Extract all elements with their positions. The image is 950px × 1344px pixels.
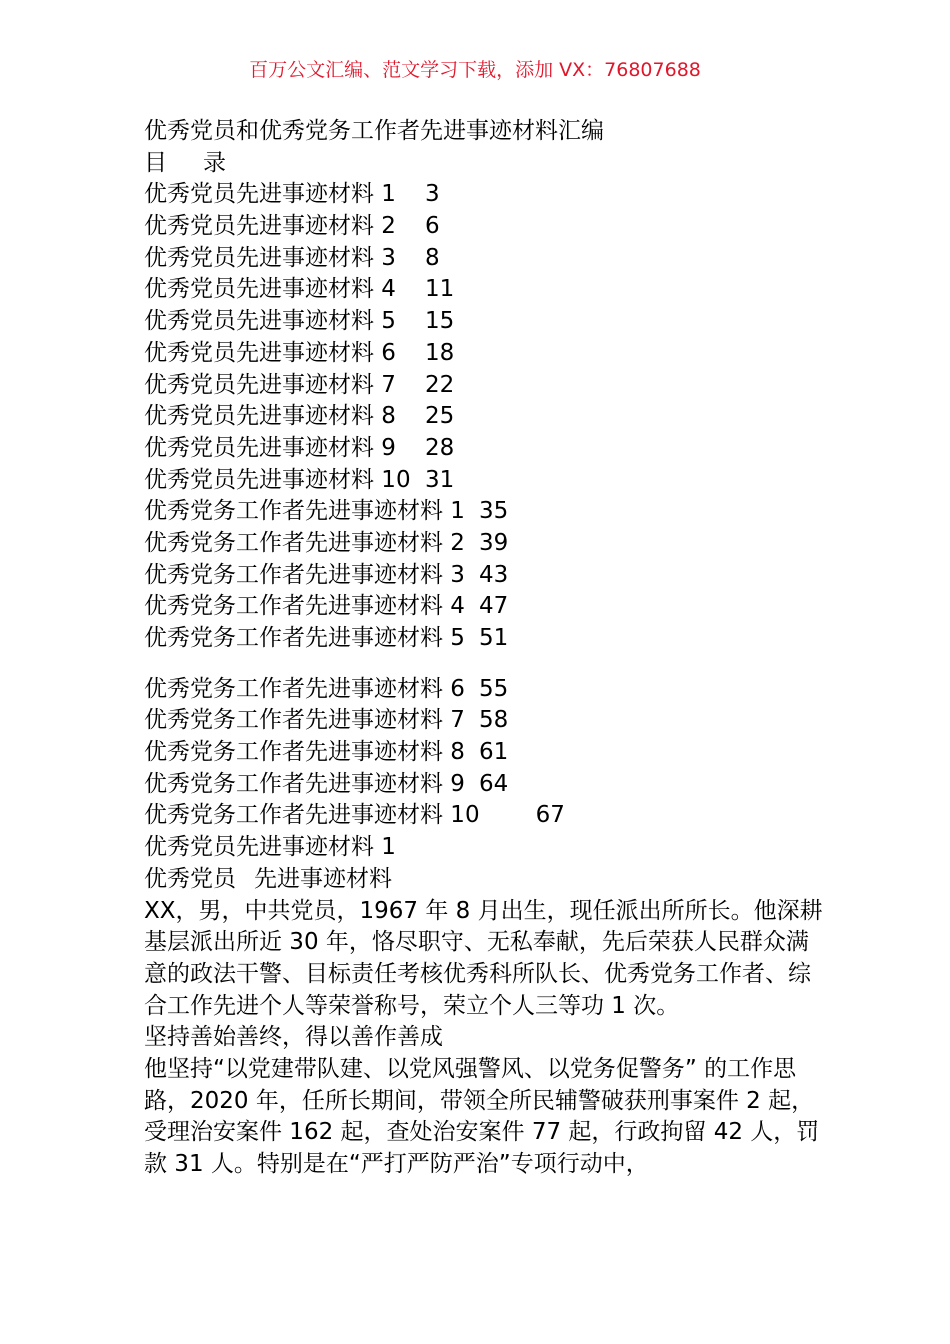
toc-entry-page: 39 <box>479 529 509 556</box>
toc-entry[interactable] <box>144 674 834 706</box>
toc-entry-page: 51 <box>479 625 509 651</box>
toc-entry-label: 优秀党员先进事迹材料 4 <box>144 276 396 303</box>
toc-entry[interactable] <box>144 769 834 801</box>
toc-entry[interactable] <box>144 401 834 433</box>
toc-entry-label: 优秀党务工作者先进事迹材料 2 <box>144 529 465 556</box>
toc-entry-page: 11 <box>425 276 455 303</box>
toc-heading-left: 目 <box>144 149 167 176</box>
toc-entry-label: 优秀党员先进事迹材料 3 <box>144 244 396 271</box>
paragraph-intro: XX，男，中共党员，1967 年 8 月出生，现任派出所所长。他深耕基层派出所近 30 年，恪尽职守、无私奉献，先后荣获人民群众满意的政法干警、目标责任考核优秀科所队长、优秀党务工作者、综合工作先进个人等荣誉称号，荣立个人三等功 1 次。 <box>144 897 823 1019</box>
toc-entry-page: 6 <box>425 213 440 240</box>
toc-entry-label: 优秀党务工作者先进事迹材料 8 <box>144 739 465 766</box>
subtitle-right: 先进事迹材料 <box>254 865 392 892</box>
section-title: 优秀党员先进事迹材料 1 <box>144 834 396 861</box>
document-title: 优秀党员和优秀党务工作者先进事迹材料汇编 <box>144 118 604 144</box>
toc-entry[interactable] <box>144 243 834 275</box>
toc-entry-label: 优秀党务工作者先进事迹材料 10 <box>144 802 480 829</box>
download-banner: 百万公文汇编、范文学习下载，添加 VX：76807688 <box>249 59 701 81</box>
toc-entry[interactable] <box>144 465 834 497</box>
toc-entry-label: 优秀党务工作者先进事迹材料 6 <box>144 675 465 702</box>
toc-entry-label: 优秀党务工作者先进事迹材料 4 <box>144 593 465 620</box>
toc-entry-page: 15 <box>425 308 455 335</box>
toc-entry-page: 25 <box>425 403 455 430</box>
section-heading: 坚持善始善终，得以善作善成 <box>144 1024 443 1051</box>
toc-entry-label: 优秀党务工作者先进事迹材料 9 <box>144 770 465 797</box>
document-page <box>144 116 834 1181</box>
toc-entry-label: 优秀党员先进事迹材料 8 <box>144 403 396 430</box>
toc-entry[interactable] <box>144 496 834 528</box>
toc-entry[interactable] <box>144 370 834 402</box>
toc-entry-page: 8 <box>425 244 440 271</box>
toc-entry[interactable] <box>144 705 834 737</box>
toc-entry-page: 22 <box>425 371 455 398</box>
toc-entry[interactable] <box>144 560 834 592</box>
toc-entry-page: 64 <box>479 770 509 797</box>
toc-entry[interactable] <box>144 528 834 560</box>
toc-entry[interactable] <box>144 591 834 623</box>
toc-entry-page: 31 <box>425 466 455 493</box>
toc-heading-right: 录 <box>203 149 226 176</box>
toc-entry-page: 47 <box>479 593 509 620</box>
toc-entry-label: 优秀党务工作者先进事迹材料 5 <box>144 625 465 651</box>
toc-entry-label: 优秀党务工作者先进事迹材料 1 <box>144 498 465 525</box>
toc-entry[interactable] <box>144 800 834 832</box>
toc-heading <box>144 148 834 180</box>
paragraph-body: 他坚持“以党建带队建、以党风强警风、以党务促警务” 的工作思路，2020 年，任所长期间，带领全所民辅警破获刑事案件 2 起，受理治安案件 162 起，查处治安案件 77 起，行政拘留 42 人，罚款 31 人。特别是在“严打严防严治”专项行动中， <box>144 1056 820 1178</box>
toc-entry-page: 58 <box>479 707 509 734</box>
toc-entry[interactable] <box>144 737 834 769</box>
toc-entry-page: 18 <box>425 339 455 366</box>
toc-entry[interactable] <box>144 274 834 306</box>
toc-entry[interactable] <box>144 338 834 370</box>
toc-entry[interactable] <box>144 306 834 338</box>
toc-entry-label: 优秀党员先进事迹材料 5 <box>144 308 396 335</box>
toc-entry-page: 28 <box>425 434 455 461</box>
toc-entry-page: 35 <box>479 498 509 525</box>
toc-entry-label: 优秀党务工作者先进事迹材料 7 <box>144 707 465 734</box>
toc-entry-label: 优秀党员先进事迹材料 6 <box>144 339 396 366</box>
toc-entry-page: 67 <box>535 802 565 829</box>
section-subtitle <box>144 864 834 896</box>
table-of-contents <box>144 179 834 832</box>
toc-gap <box>144 655 834 674</box>
toc-entry-page: 55 <box>479 675 509 702</box>
toc-entry-label: 优秀党务工作者先进事迹材料 3 <box>144 561 465 588</box>
toc-entry-label: 优秀党员先进事迹材料 9 <box>144 434 396 461</box>
toc-entry-label: 优秀党员先进事迹材料 1 <box>144 181 396 208</box>
toc-entry-page: 3 <box>425 181 440 208</box>
toc-entry-label: 优秀党员先进事迹材料 2 <box>144 213 396 240</box>
toc-entry[interactable] <box>144 179 834 211</box>
toc-entry[interactable] <box>144 211 834 243</box>
toc-entry-page: 61 <box>479 739 509 766</box>
toc-entry-label: 优秀党员先进事迹材料 10 <box>144 466 411 493</box>
toc-entry-label: 优秀党员先进事迹材料 7 <box>144 371 396 398</box>
subtitle-left: 优秀党员 <box>144 865 236 892</box>
toc-entry[interactable] <box>144 623 834 655</box>
toc-entry-page: 43 <box>479 561 509 588</box>
toc-entry[interactable] <box>144 433 834 465</box>
